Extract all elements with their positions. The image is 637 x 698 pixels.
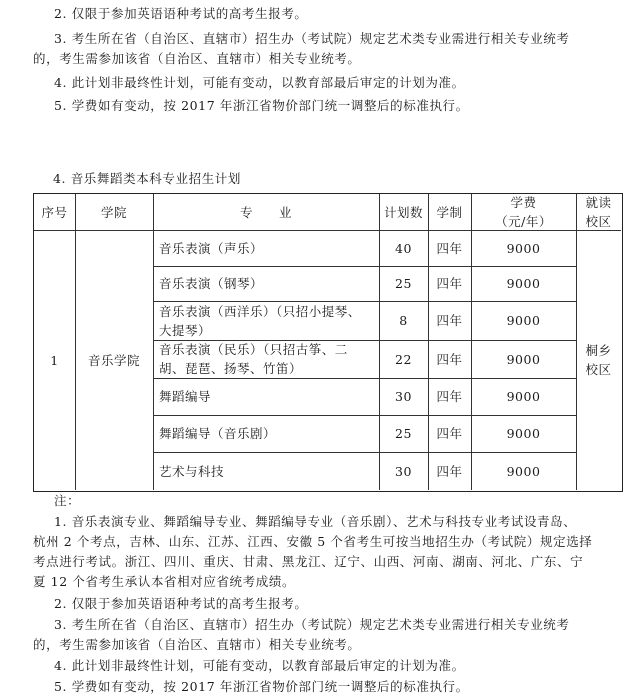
bottom-note-3: 3. 考生所在省（自治区、直辖市）招生办（考试院）规定艺术类专业需进行相关专业统考: [54, 617, 570, 632]
header-tuition: [471, 194, 576, 230]
header-college: 学院: [100, 204, 127, 220]
major-line2: 胡、琵琶、扬琴、竹笛）: [159, 361, 303, 376]
table-row-duration: 四年: [436, 463, 463, 479]
table-row-duration: 四年: [436, 426, 463, 441]
major-line1: 音乐表演（民乐）（只招古筝、二: [159, 342, 348, 357]
major-line2: 大提琴）: [159, 322, 212, 338]
top-note-2: 2. 仅限于参加英语语种考试的高考生报考。: [54, 6, 308, 21]
bottom-note-1-cont-a: 杭州 2 个考点，吉林、山东、江苏、江西、安徽 5 个省考生可按当地招生办（考试院）规定选择: [33, 534, 593, 549]
bottom-note-1: 1. 音乐表演专业、舞蹈编导专业、舞蹈编导专业（音乐剧）、艺术与科技专业考试设青岛、: [54, 514, 577, 529]
college-cell: 音乐学院: [87, 352, 140, 368]
seq-cell: 1: [50, 352, 59, 368]
table-row-major: 舞蹈编导（音乐剧）: [159, 426, 277, 441]
table-row-duration: 四年: [436, 351, 463, 367]
enrollment-table: [33, 193, 623, 492]
table-row-tuition: 9000: [506, 276, 541, 291]
table-row-tuition: 9000: [506, 426, 541, 441]
table-row-tuition: 9000: [506, 313, 541, 328]
table-row-tuition: 9000: [506, 240, 541, 256]
table-row-plan: 8: [399, 313, 408, 328]
table-row-plan: 22: [395, 351, 412, 367]
table-row-plan: 40: [395, 240, 412, 256]
notes-label: 注：: [54, 493, 81, 508]
section-title: 4. 音乐舞蹈类本科专业招生计划: [53, 171, 242, 186]
header-plan: 计划数: [383, 204, 423, 220]
table-row-plan: 30: [395, 389, 412, 404]
campus-line2: 校区: [585, 362, 612, 377]
top-note-5: 5. 学费如有变动，按 2017 年浙江省物价部门统一调整后的标准执行。: [54, 98, 469, 113]
table-row-major: 音乐表演（钢琴）: [159, 276, 264, 291]
header-duration: 学制: [436, 204, 463, 220]
table-row-plan: 25: [395, 426, 412, 441]
campus-line1: 桐乡: [585, 343, 612, 358]
bottom-note-1-cont-b: 考点进行考试。浙江、四川、重庆、甘肃、黑龙江、辽宁、山西、河南、湖南、河北、广东、宁: [33, 554, 584, 569]
header-tuition-line2: （元/年）: [495, 214, 552, 229]
top-note-3: 3. 考生所在省（自治区、直辖市）招生办（考试院）规定艺术类专业需进行相关专业统考: [54, 31, 570, 46]
major-line1: 音乐表演（西洋乐）（只招小提琴、: [159, 303, 361, 319]
header-tuition-line1: 学费: [510, 195, 537, 210]
header-major: 专 业: [239, 204, 292, 220]
top-note-4: 4. 此计划非最终性计划，可能有变动，以教育部最后审定的计划为准。: [54, 75, 465, 90]
table-row-major: [153, 301, 379, 340]
campus-cell: [576, 230, 621, 490]
bottom-note-5: 5. 学费如有变动，按 2017 年浙江省物价部门统一调整后的标准执行。: [54, 679, 469, 694]
table-row-tuition: 9000: [506, 389, 541, 404]
table-row-plan: 25: [395, 276, 412, 291]
top-note-3-cont: 的，考生需参加该省（自治区、直辖市）相关专业统考。: [33, 51, 361, 66]
table-row-duration: 四年: [436, 389, 463, 404]
header-campus-line2: 校区: [585, 214, 612, 229]
table-row-duration: 四年: [436, 276, 463, 291]
table-row-duration: 四年: [436, 240, 463, 256]
table-row-major: 音乐表演（声乐）: [159, 240, 264, 256]
table-row-tuition: 9000: [506, 463, 541, 479]
table-row-tuition: 9000: [506, 351, 541, 367]
table-row-major: [153, 340, 379, 378]
header-campus: [576, 194, 621, 230]
table-row-major: 艺术与科技: [159, 463, 225, 479]
table-row-plan: 30: [395, 463, 412, 479]
bottom-note-1-cont-c: 夏 12 个省考生承认本省相对应省统考成绩。: [33, 574, 296, 589]
header-campus-line1: 就读: [585, 195, 612, 210]
table-row-major: 舞蹈编导: [159, 389, 212, 404]
bottom-note-2: 2. 仅限于参加英语语种考试的高考生报考。: [54, 596, 308, 611]
table-row-duration: 四年: [436, 313, 463, 328]
bottom-note-3-cont: 的，考生需参加该省（自治区、直辖市）相关专业统考。: [33, 637, 361, 652]
header-seq: 序号: [41, 204, 68, 220]
bottom-note-4: 4. 此计划非最终性计划，可能有变动，以教育部最后审定的计划为准。: [54, 658, 465, 673]
